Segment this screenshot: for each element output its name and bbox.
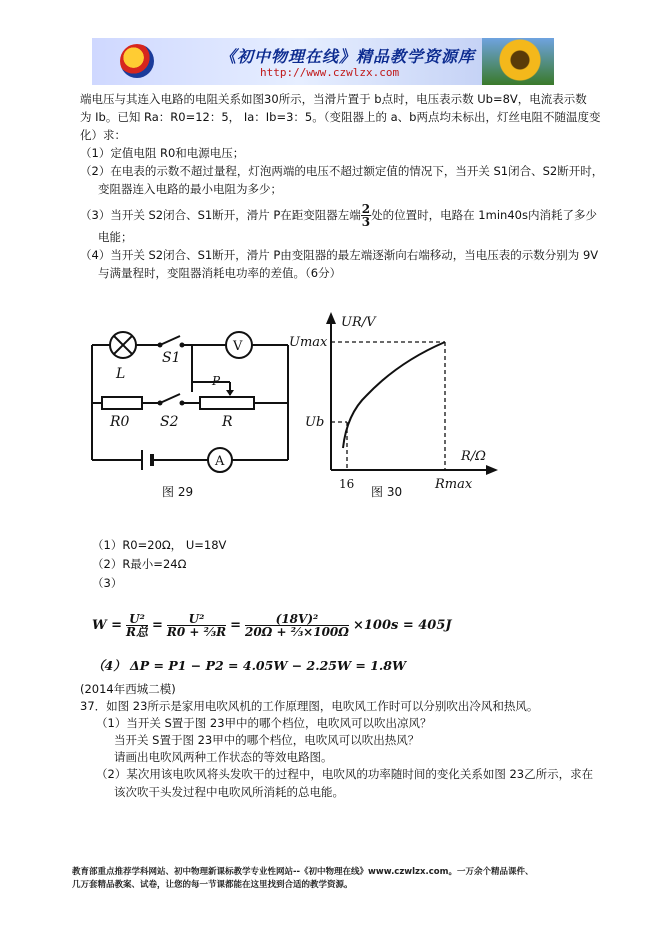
rmax-label: Rmax (435, 477, 473, 492)
label-v: V (233, 339, 243, 354)
label-r: R (222, 414, 233, 430)
question-3-line-1 (80, 200, 597, 230)
figure-30-graph (285, 300, 505, 505)
f2-denominator: R0 + ⅔R (166, 624, 227, 639)
formula-eq-2: = (230, 617, 241, 633)
question-2-line-2: 变阻器连入电路的最小电阻为多少； (98, 182, 282, 196)
question-2-line-1: （2）在电表的示数不超过量程，灯泡两端的电压不超过额定值的情况下，当开关 S1闭合、S2断开时， (80, 164, 604, 178)
answer-3: （3） (92, 576, 123, 590)
formula-fraction-1 (126, 613, 148, 638)
label-s2: S2 (160, 414, 179, 430)
formula-tail: ×100s = 405J (352, 617, 452, 633)
problem-line-3: 化）求： (80, 128, 126, 142)
umax-label: Umax (289, 335, 328, 350)
formula-lhs: W = (92, 617, 123, 633)
question-4-line-2: 与满量程时，变阻器消耗电功率的差值。（6分） (98, 266, 342, 280)
next-question-2a: （2）某次用该电吹风将头发吹干的过程中，电吹风的功率随时间的变化关系如图 23乙所示，求在 (96, 767, 594, 781)
x-tick-16: 16 (339, 477, 355, 491)
label-a: A (215, 454, 225, 469)
next-question-1c: 请画出电吹风两种工作状态的等效电路图。 (114, 750, 333, 764)
battery-symbol (142, 450, 152, 470)
switch-s2-contact (158, 401, 163, 406)
switch-s1-contact (158, 343, 163, 348)
problem-line-1: 端电压与其连入电路的电阻关系如图30所示，当滑片置于 b点时，电压表示数 Ub=8V，电流表示数 (80, 92, 587, 106)
formula-fraction-3 (245, 613, 349, 638)
figure-29-circuit (70, 300, 310, 505)
problem-line-2: 为 Ib。已知 Ra：R0=12：5， Ia：Ib=3：5。（变阻器上的 a、b两点均未标出，灯丝电阻不随温度变 (80, 110, 601, 124)
question-3-line-2: 电能； (98, 230, 133, 244)
curve-ur-vs-r (343, 342, 445, 448)
question-3-prefix: （3）当开关 S2闭合、S1断开，滑片 P在距变阻器左端 (80, 207, 361, 222)
site-logo (120, 44, 154, 78)
formula-fraction-2 (167, 613, 226, 638)
y-axis-label: UR/V (341, 315, 376, 330)
next-question-1b: 当开关 S置于图 23甲中的哪个档位，电吹风可以吹出热风？ (114, 733, 420, 747)
x-axis-label: R/Ω (461, 449, 486, 464)
next-problem-source: (2014年西城二模) (80, 682, 176, 696)
ub-label: Ub (305, 415, 325, 430)
question-3-suffix: 处的位置时，电路在 1min40s内消耗了多少 (371, 207, 597, 222)
answer-1: （1）R0=20Ω， U=18V (92, 538, 227, 552)
switch-s1-contact-right (180, 343, 185, 348)
f3-numerator: (18V)² (245, 613, 349, 626)
switch-s2-contact-right (180, 401, 185, 406)
figure-29-caption: 图 29 (162, 485, 194, 499)
fraction-two-thirds (361, 203, 371, 228)
footer-line-1: 教育部重点推荐学科网站、初中物理新课标教学专业性网站--《初中物理在线》www.czwlzx.com。一万余个精品课件、 (72, 867, 534, 877)
f3-denominator: 20Ω + ⅔×100Ω (244, 624, 349, 639)
next-question-2b: 该次吹干头发过程中电吹风所消耗的总电能。 (114, 785, 344, 799)
f2-numerator: U² (167, 613, 226, 626)
fraction-denominator: 3 (361, 214, 371, 229)
f1-numerator: U² (126, 613, 148, 626)
formula-eq-1: = (152, 617, 163, 633)
sunflower-image (482, 38, 554, 85)
energy-formula (92, 600, 452, 650)
label-p: P (212, 374, 221, 388)
label-l: L (116, 366, 126, 382)
rheostat-r (200, 397, 254, 409)
lamp-symbol (110, 332, 136, 358)
next-problem-stem: 37．如图 23所示是家用电吹风机的工作原理图，电吹风工作时可以分别吹出冷风和热风。 (80, 699, 539, 713)
banner-url: http://www.czwlzx.com (260, 66, 400, 79)
site-banner (92, 38, 554, 85)
question-1: （1）定值电阻 R0和电源电压； (80, 146, 245, 160)
answer-2: （2）R最小=24Ω (92, 557, 187, 571)
label-s1: S1 (162, 350, 181, 366)
page-footer (72, 866, 612, 892)
f1-denominator: R总 (126, 624, 149, 639)
figure-30-caption: 图 30 (371, 485, 403, 499)
next-question-1a: （1）当开关 S置于图 23甲中的哪个档位，电吹风可以吹出凉风？ (96, 716, 432, 730)
answer-4: （4） ΔP = P1 − P2 = 4.05W − 2.25W = 1.8W (92, 658, 406, 673)
footer-line-2: 几万套精品教案、试卷，让您的每一节课都能在这里找到合适的教学资源。 (72, 880, 353, 890)
resistor-r0 (102, 397, 142, 409)
banner-title: 《初中物理在线》精品教学资源库 (220, 47, 476, 66)
y-axis-arrow (326, 312, 336, 324)
fraction-numerator: 2 (361, 201, 371, 216)
question-4-line-1: （4）当开关 S2闭合、S1断开，滑片 P由变阻器的最左端逐渐向右端移动，当电压表的示数分别为 9V (80, 248, 599, 262)
x-axis-arrow (486, 465, 498, 475)
label-r0: R0 (110, 414, 130, 430)
